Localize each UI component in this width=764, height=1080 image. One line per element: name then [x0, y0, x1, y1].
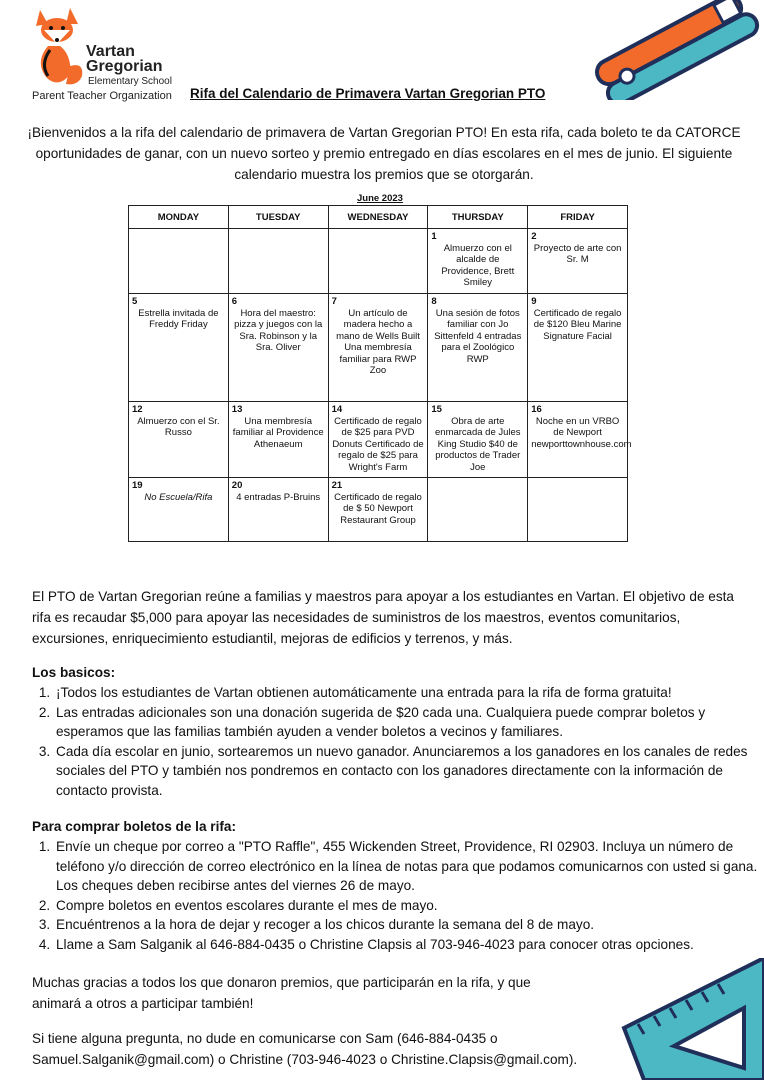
list-item: 1. Envíe un cheque por correo a "PTO Raffle", 455 Wickenden Street, Providence, RI 02903. Incluya un número de teléfono y/o dirección de correo electrónico en la línea de notas para que podamos comunicarnos con usted si gana. Los cheques deben recibirse antes del viernes 26 de mayo.	[54, 837, 764, 896]
day-header: THURSDAY	[428, 206, 528, 229]
day-header: TUESDAY	[228, 206, 328, 229]
buy-list	[30, 837, 764, 954]
calendar-cell: 7 Un artículo de madera hecho a mano de Wells Built Una membresía familiar para RWP Zoo	[328, 294, 428, 402]
calendar-cell	[129, 229, 229, 294]
calendar-cell	[228, 229, 328, 294]
list-item: 4. Llame a Sam Salganik al 646-884-0435 o Christine Clapsis al 703-946-4023 para conocer otras opciones.	[54, 935, 764, 955]
school-name: Vartan Gregorian	[86, 43, 163, 75]
calendar-cell: 12 Almuerzo con el Sr. Russo	[129, 402, 229, 478]
school-subtitle: Elementary School	[88, 76, 172, 87]
calendar-cell: 5 Estrella invitada de Freddy Friday	[129, 294, 229, 402]
calendar-cell: 9 Certificado de regalo de $120 Bleu Marine Signature Facial	[528, 294, 628, 402]
calendar-cell: 21 Certificado de regalo de $ 50 Newport Restaurant Group	[328, 478, 428, 542]
calendar-month: June 2023	[357, 193, 403, 204]
calendar-cell: 19 No Escuela/Rifa	[129, 478, 229, 542]
list-item: 3. Cada día escolar en junio, sortearemos un nuevo ganador. Anunciaremos a los ganadores en los canales de redes sociales del PTO y también nos pondremos en contacto con los ganadores directamente con la información de contacto provista.	[54, 742, 764, 801]
day-header: MONDAY	[129, 206, 229, 229]
prize-calendar	[128, 205, 632, 542]
calendar-cell: 8 Una sesión de fotos familiar con Jo Sittenfeld 4 entradas para el Zoológico RWP	[428, 294, 528, 402]
calendar-cell: 1 Almuerzo con el alcalde de Providence, Brett Smiley	[428, 229, 528, 294]
fox-icon	[30, 4, 88, 88]
calendar-cell: 16 Noche en un VRBO de Newport newporttownhouse.com	[528, 402, 628, 478]
list-item: 2. Las entradas adicionales son una donación sugerida de $20 cada una. Cualquiera puede comprar boletos y esperamos que las familias también ayuden a vender boletos a vecinos y familiares.	[54, 703, 764, 742]
buy-heading: Para comprar boletos de la rifa:	[32, 819, 236, 834]
list-item: 1. ¡Todos los estudiantes de Vartan obtienen automáticamente una entrada para la rifa de forma gratuita!	[54, 683, 764, 703]
contact-paragraph: Si tiene alguna pregunta, no dude en comunicarse con Sam (646-884-0435 o Samuel.Salganik@gmail.com) o Christine (703-946-4023 o Christine.Clapsis@gmail.com).	[32, 1031, 578, 1067]
purpose-paragraph: El PTO de Vartan Gregorian reúne a familias y maestros para apoyar a los estudiantes en Vartan. El objetivo de esta rifa es recaudar $5,000 para apoyar las necesidades de suministros de los maestros, eventos comunitarios, excursiones, enriquecimiento estudiantil, mejoras de edificios y terrenos, y más.	[32, 589, 734, 646]
list-item: 2. Compre boletos en eventos escolares durante el mes de mayo.	[54, 896, 764, 916]
list-item: 3. Encuéntrenos a la hora de dejar y recoger a los chicos durante la semana del 8 de mayo.	[54, 915, 764, 935]
school-logo	[30, 4, 180, 104]
set-square-icon	[604, 958, 764, 1080]
calendar-cell	[328, 229, 428, 294]
thanks-paragraph: Muchas gracias a todos los que donaron premios, que participarán en la rifa, y que animará a otros a participar también!	[32, 975, 531, 1011]
pto-tagline: Parent Teacher Organization	[32, 90, 172, 102]
calendar-cell	[528, 478, 628, 542]
day-header: WEDNESDAY	[328, 206, 428, 229]
day-header: FRIDAY	[528, 206, 628, 229]
calendar-cell: 6 Hora del maestro: pizza y juegos con la Sra. Robinson y la Sra. Oliver	[228, 294, 328, 402]
page-title: Rifa del Calendario de Primavera Vartan Gregorian PTO	[190, 86, 546, 101]
basics-heading: Los basicos:	[32, 665, 116, 680]
basics-list	[30, 683, 764, 800]
stapler-icon	[580, 0, 764, 100]
calendar-cell: 15 Obra de arte enmarcada de Jules King Studio $40 de productos de Trader Joe	[428, 402, 528, 478]
calendar-cell: 20 4 entradas P-Bruins	[228, 478, 328, 542]
calendar-cell: 2 Proyecto de arte con Sr. M	[528, 229, 628, 294]
intro-paragraph: ¡Bienvenidos a la rifa del calendario de primavera de Vartan Gregorian PTO! En esta rifa, cada boleto te da CATORCE oportunidades de ganar, con un nuevo sorteo y premio entregado en días escolares en el mes de junio. El siguiente calendario muestra los premios que se otorgarán.	[27, 125, 741, 182]
calendar-cell: 13 Una membresía familiar al Providence Athenaeum	[228, 402, 328, 478]
calendar-cell	[428, 478, 528, 542]
calendar-cell: 14 Certificado de regalo de $25 para PVD Donuts Certificado de regalo de $25 para Wright's Farm	[328, 402, 428, 478]
